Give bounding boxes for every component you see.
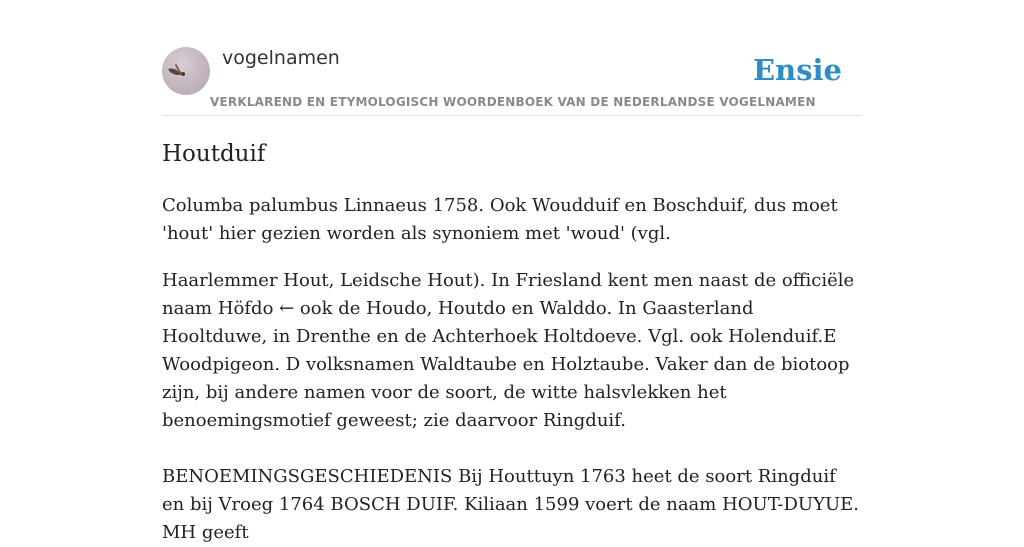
article-paragraph-2: Haarlemmer Hout, Leidsche Hout). In Friesland kent men naast de officiële naam Höfdo ← ook de Houdo, Houtdo en Walddo. In Gaasterland Hooltduwe, in Drenthe en de Achterhoek Holtdoeve. Vgl. ook Holenduif.E Woodpigeon. D volksnamen Waldtaube en Holztaube. Vaker dan de biotoop zijn, bij andere namen voor de soort, de witte halsvlekken het benoemingsmotief geweest; zie daarvoor Ringduif. [162,270,855,431]
bird-avatar-icon[interactable] [162,47,210,95]
paragraph-spacer [162,435,862,463]
brand-logo[interactable]: Ensie [753,53,842,87]
article-title: Houtduif [162,141,266,167]
article-content [162,138,862,547]
article-paragraph-3: BENOEMINGSGESCHIEDENIS Bij Houttuyn 1763 heet de soort Ringduif en bij Vroeg 1764 BOSCH DUIF. Kiliaan 1599 voert de naam HOUT-DUYUE. MH geeft [162,466,859,543]
article-paragraph-1: Columba palumbus Linnaeus 1758. Ook Woudduif en Boschduif, dus moet 'hout' hier gezien worden als synoniem met 'woud' (vgl. [162,195,838,244]
site-header [162,46,862,116]
username-link[interactable]: vogelnamen [222,47,340,69]
site-subtitle: VERKLAREND EN ETYMOLOGISCH WOORDENBOEK VAN DE NEDERLANDSE VOGELNAMEN [210,95,816,109]
header-divider [162,115,862,116]
